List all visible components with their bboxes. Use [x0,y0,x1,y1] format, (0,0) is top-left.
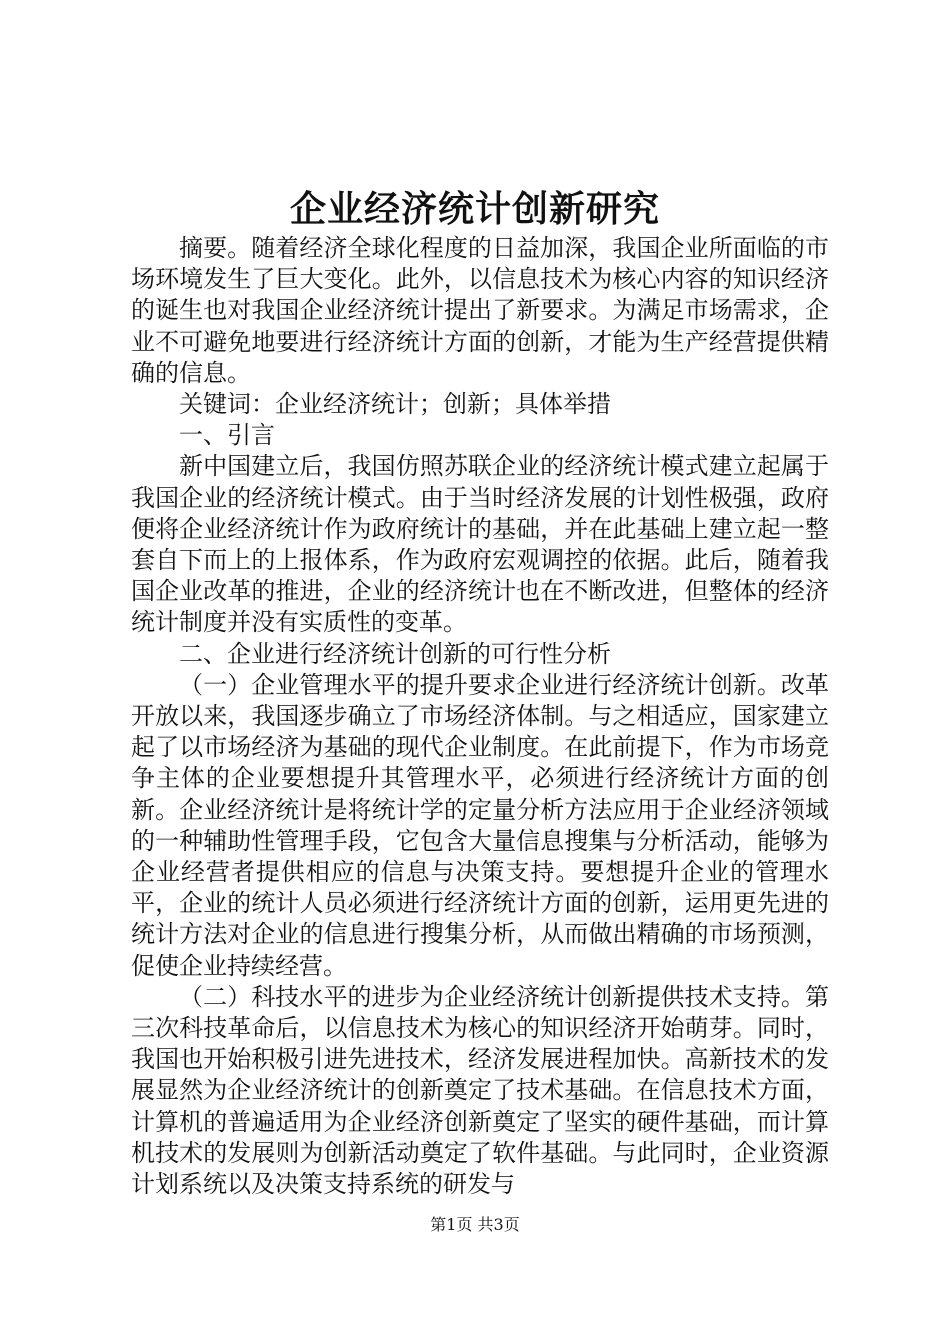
section-heading-introduction: 一、引言 [179,421,275,450]
abstract-paragraph: 摘要。随着经济全球化程度的日益加深，我国企业所面临的市场环境发生了巨大变化。此外，以信息技术为核心内容的知识经济的诞生也对我国企业经济统计提出了新要求。为满足市场需求，企业不可避免地要进行经济统计方面的创新，才能为生产经营提供精确的信息。 [131,234,829,387]
keywords-line: 关键词：企业经济统计；创新；具体举措 [179,390,611,419]
page-number-footer: 第1页 共3页 [430,1215,520,1234]
document-title: 企业经济统计创新研究 [289,188,660,230]
document-body [131,233,829,1200]
subsection-paragraph-2: （二）科技水平的进步为企业经济统计创新提供技术支持。第三次科技革命后，以信息技术为核心的知识经济开始萌芽。同时，我国也开始积极引进先进技术，经济发展进程加快。高新技术的发展显然为企业经济统计的创新奠定了技术基础。在信息技术方面，计算机的普遍适用为企业经济创新奠定了坚实的硬件基础，而计算机技术的发展则为创新活动奠定了软件基础。与此同时，企业资源计划系统以及决策支持系统的研发与 [131,982,829,1199]
subsection-paragraph-1: （一）企业管理水平的提升要求企业进行经济统计创新。改革开放以来，我国逐步确立了市场经济体制。与之相适应，国家建立起了以市场经济为基础的现代企业制度。在此前提下，作为市场竞争主体的企业要想提升其管理水平，必须进行经济统计方面的创新。企业经济统计是将统计学的定量分析方法应用于企业经济领域的一种辅助性管理手段，它包含大量信息搜集与分析活动，能够为企业经营者提供相应的信息与决策支持。要想提升企业的管理水平，企业的统计人员必须进行经济统计方面的创新，运用更先进的统计方法对企业的信息进行搜集分析，从而做出精确的市场预测，促使企业持续经营。 [131,670,829,980]
introduction-paragraph: 新中国建立后，我国仿照苏联企业的经济统计模式建立起属于我国企业的经济统计模式。由于当时经济发展的计划性极强，政府便将企业经济统计作为政府统计的基础，并在此基础上建立起一整套自下而上的上报体系，作为政府宏观调控的依据。此后，随着我国企业改革的推进，企业的经济统计也在不断改进，但整体的经济统计制度并没有实质性的变革。 [131,452,829,637]
section-heading-feasibility: 二、企业进行经济统计创新的可行性分析 [179,639,611,668]
